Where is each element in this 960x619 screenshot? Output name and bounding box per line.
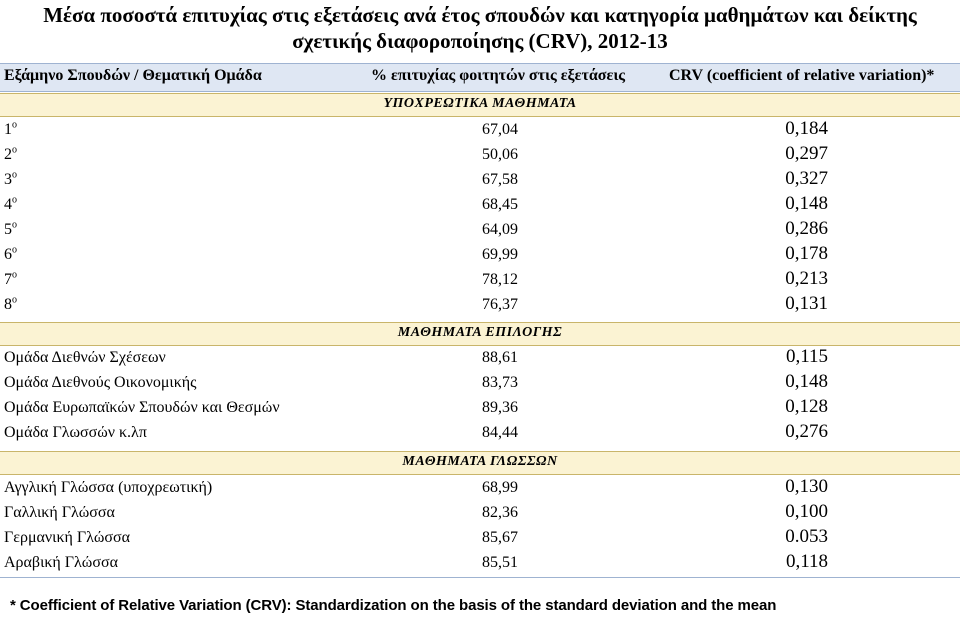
column-header-semester: Εξάμηνο Σπουδών / Θεματική Ομάδα xyxy=(4,67,262,84)
crv-cell: 0,213 xyxy=(785,268,828,289)
row-label: Αγγλική Γλώσσα (υποχρεωτική) xyxy=(4,479,213,496)
ordinal-suffix: ο xyxy=(12,119,17,131)
row-label: $3^o$ xyxy=(4,169,17,188)
row-label: Ομάδα Γλωσσών κ.λπ xyxy=(4,424,147,441)
crv-cell: 0,130 xyxy=(785,476,828,497)
row-label: $4^o$ xyxy=(4,194,17,213)
success-rate-cell: 78,12 xyxy=(482,271,518,288)
crv-cell: 0,276 xyxy=(785,421,828,442)
row-label: Γαλλική Γλώσσα xyxy=(4,504,115,521)
row-label: Ομάδα Διεθνούς Οικονομικής xyxy=(4,374,197,391)
section-header xyxy=(0,322,960,346)
table-row xyxy=(0,525,960,550)
crv-cell: 0,115 xyxy=(785,346,828,367)
ordinal-suffix: ο xyxy=(12,244,17,256)
table-row xyxy=(0,117,960,142)
title-line-1: Μέσα ποσοστά επιτυχίας στις εξετάσεις ανά έτος σπουδών και κατηγορία μαθημάτων και δείκτης xyxy=(43,3,917,27)
column-header-row xyxy=(0,63,960,92)
ordinal-suffix: ο xyxy=(12,194,17,206)
success-rate-cell: 89,36 xyxy=(482,399,518,416)
table-row xyxy=(0,142,960,167)
success-rate-cell: 68,99 xyxy=(482,479,518,496)
success-rate-cell: 88,61 xyxy=(482,349,518,366)
crv-cell: 0,118 xyxy=(785,551,828,572)
crv-cell: 0,148 xyxy=(785,193,828,214)
table-row xyxy=(0,292,960,317)
ordinal-suffix: ο xyxy=(12,269,17,281)
ordinal-suffix: ο xyxy=(12,144,17,156)
column-header-crv: CRV (coefficient of relative variation)* xyxy=(669,67,935,84)
table-row xyxy=(0,500,960,525)
row-label: $6^o$ xyxy=(4,244,17,263)
crv-cell: 0,184 xyxy=(785,118,828,139)
row-label: $1^o$ xyxy=(4,119,17,138)
success-rate-cell: 83,73 xyxy=(482,374,518,391)
column-header-success-rate: % επιτυχίας φοιτητών στις εξετάσεις xyxy=(371,67,626,84)
crv-cell: 0,128 xyxy=(785,396,828,417)
title-line-2: σχετικής διαφοροποίησης (CRV), 2012-13 xyxy=(292,29,668,53)
ordinal-suffix: ο xyxy=(12,169,17,181)
table-row xyxy=(0,395,960,420)
table-row xyxy=(0,475,960,500)
section-title: ΜΑΘΗΜΑΤΑ ΓΛΩΣΣΩΝ xyxy=(402,454,558,469)
section-title: ΜΑΘΗΜΑΤΑ ΕΠΙΛΟΓΗΣ xyxy=(397,325,563,340)
table-row xyxy=(0,550,960,575)
crv-cell: 0,148 xyxy=(785,371,828,392)
success-rate-cell: 76,37 xyxy=(482,296,518,313)
table-bottom-rule xyxy=(0,577,960,578)
table-title xyxy=(0,2,960,54)
crv-cell: 0,100 xyxy=(785,501,828,522)
success-rate-cell: 67,58 xyxy=(482,171,518,188)
row-label: $7^o$ xyxy=(4,269,17,288)
table-row xyxy=(0,192,960,217)
section-header xyxy=(0,93,960,117)
row-label: Ομάδα Διεθνών Σχέσεων xyxy=(4,349,166,366)
table-row xyxy=(0,242,960,267)
ordinal-suffix: ο xyxy=(12,294,17,306)
success-rate-cell: 64,09 xyxy=(482,221,518,238)
success-rate-cell: 67,04 xyxy=(482,121,518,138)
row-label: Ομάδα Ευρωπαϊκών Σπουδών και Θεσμών xyxy=(4,399,280,416)
row-label: $2^o$ xyxy=(4,144,17,163)
success-rate-cell: 84,44 xyxy=(482,424,518,441)
table-row xyxy=(0,420,960,445)
crv-cell: 0,286 xyxy=(785,218,828,239)
table-row xyxy=(0,370,960,395)
table-row xyxy=(0,167,960,192)
section-title: ΥΠΟΧΡΕΩΤΙΚΑ ΜΑΘΗΜΑΤΑ xyxy=(383,96,577,111)
crv-cell: 0,178 xyxy=(785,243,828,264)
success-rate-cell: 85,67 xyxy=(482,529,518,546)
table-row xyxy=(0,217,960,242)
row-label: $5^o$ xyxy=(4,219,17,238)
crv-cell: 0,297 xyxy=(785,143,828,164)
success-rate-cell: 82,36 xyxy=(482,504,518,521)
success-rate-cell: 85,51 xyxy=(482,554,518,571)
ordinal-suffix: ο xyxy=(12,219,17,231)
crv-cell: 0.053 xyxy=(785,526,828,547)
crv-cell: 0,327 xyxy=(785,168,828,189)
success-rate-cell: 68,45 xyxy=(482,196,518,213)
row-label: Γερμανική Γλώσσα xyxy=(4,529,131,546)
footnote: * Coefficient of Relative Variation (CRV): Standardization on the basis of the standard deviation and the mean xyxy=(10,597,777,614)
table-row xyxy=(0,345,960,370)
row-label: Αραβική Γλώσσα xyxy=(4,554,118,571)
crv-cell: 0,131 xyxy=(785,293,828,314)
row-label: $8^o$ xyxy=(4,294,17,313)
success-rate-cell: 69,99 xyxy=(482,246,518,263)
table-row xyxy=(0,267,960,292)
success-rate-cell: 50,06 xyxy=(482,146,518,163)
section-header xyxy=(0,451,960,475)
